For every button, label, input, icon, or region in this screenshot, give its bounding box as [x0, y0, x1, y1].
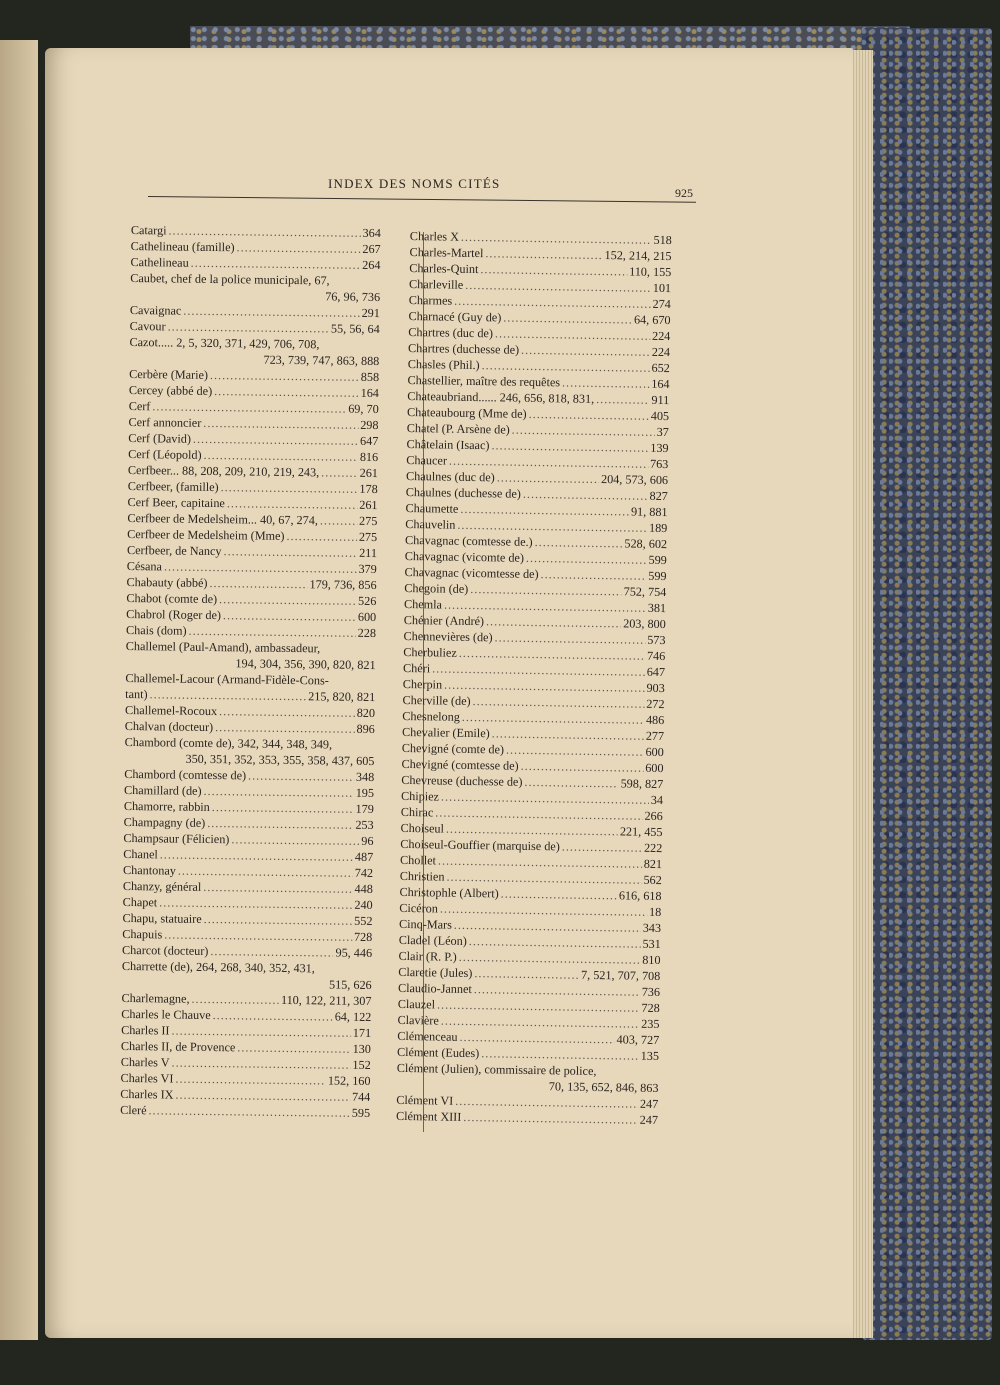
entry-name: Chanel — [123, 846, 158, 862]
entry-pages: 69, 70 — [348, 401, 379, 417]
entry-pages: 487 — [354, 849, 374, 865]
entry-pages: 736 — [641, 984, 661, 1000]
entry-name: Cathelineau (famille) — [130, 238, 235, 255]
leader-dots — [562, 374, 649, 391]
entry-name: Chabrol (Roger de) — [126, 606, 222, 623]
entry-name: Chambord (comtesse de) — [124, 766, 247, 783]
leader-dots — [521, 758, 644, 776]
entry-name: Cladel (Léon) — [398, 932, 467, 948]
leader-dots — [485, 245, 602, 263]
entry-pages: 275 — [358, 529, 378, 545]
leader-dots — [248, 767, 354, 784]
entry-pages: 275 — [358, 513, 378, 529]
index-entry — [130, 270, 380, 289]
entry-pages: 728 — [641, 1000, 660, 1016]
index-entry — [129, 334, 379, 353]
leader-dots — [149, 686, 306, 704]
entry-pages: 595 — [351, 1105, 371, 1120]
entry-name: Césana — [126, 558, 163, 574]
entry-name: Christophle (Albert) — [399, 884, 499, 901]
entry-name: Charles VI — [120, 1070, 174, 1086]
entry-name: Cleré — [120, 1102, 147, 1118]
leader-dots — [212, 799, 354, 817]
entry-name: Cerfbeer... 88, 208, 209, 210, 219, 243, — [127, 462, 320, 480]
entry-name: Claretie (Jules) — [398, 964, 473, 981]
leader-dots — [148, 1102, 349, 1120]
entry-name: Charles X — [409, 228, 460, 244]
entry-pages: 91, 881 — [630, 504, 668, 520]
entry-pages: 896 — [356, 721, 375, 737]
entry-pages: 139 — [650, 440, 669, 456]
entry-name: Cherbuliez — [403, 644, 457, 660]
entry-pages: 224 — [651, 344, 671, 360]
entry-pages: 405 — [650, 408, 670, 424]
entry-pages: 291 — [361, 305, 380, 321]
entry-name: Chabot (comte de) — [126, 590, 218, 607]
entry-name: Chauvelin — [405, 516, 456, 532]
entry-pages: 573 — [647, 632, 666, 648]
entry-name: Champsaur (Félicien) — [123, 830, 230, 847]
entry-pages: 298 — [360, 417, 379, 433]
entry-pages: 810 — [642, 952, 661, 968]
entry-pages: 171 — [352, 1025, 372, 1040]
entry-name: Champagny (de) — [123, 814, 206, 830]
running-head: INDEX DES NOMS CITÉS — [328, 176, 501, 191]
entry-pages: 763 — [649, 456, 669, 472]
entry-pages: 528, 602 — [624, 536, 668, 552]
entry-pages: 110, 122, 211, 307 — [280, 992, 372, 1008]
entry-name: Cerf (Léopold) — [128, 446, 202, 462]
entry-pages: 64, 122 — [334, 1009, 372, 1024]
index-entry-continuation: 515, 626 — [328, 977, 372, 992]
entry-pages: 518 — [653, 232, 672, 248]
entry-pages: 827 — [649, 488, 668, 504]
entry-name: Choiseul — [400, 820, 445, 836]
entry-pages: 652 — [651, 360, 670, 376]
entry-name: Charles-Martel — [409, 244, 484, 261]
entry-name: Challemel-Rocoux — [124, 702, 218, 719]
leader-dots — [203, 879, 352, 897]
entry-name: Chavagnac (vicomte de) — [404, 548, 525, 565]
entry-pages: 64, 670 — [633, 312, 671, 328]
entry-pages: 911 — [651, 392, 670, 408]
entry-pages: 526 — [358, 593, 377, 609]
entry-pages: 600 — [645, 760, 664, 776]
entry-name: Chaucer — [406, 452, 448, 468]
entry-pages: 235 — [641, 1016, 660, 1032]
entry-pages: 267 — [362, 241, 381, 257]
entry-name: Cerfbeer, (famille) — [127, 478, 219, 495]
entry-pages: 277 — [645, 728, 665, 744]
leader-dots — [535, 534, 623, 551]
entry-pages: 178 — [359, 481, 378, 497]
leader-dots — [203, 783, 353, 801]
leader-dots — [286, 528, 357, 545]
entry-pages: 211 — [359, 545, 378, 561]
leader-dots — [207, 815, 353, 833]
entry-pages: 247 — [639, 1096, 659, 1112]
entry-pages: 135 — [640, 1048, 660, 1064]
leader-dots — [223, 607, 356, 625]
leader-dots — [210, 943, 333, 961]
entry-name: Chirac — [400, 804, 434, 820]
entry-pages: 222 — [643, 840, 663, 856]
entry-pages: 448 — [354, 881, 373, 897]
entry-name: Chennevières (de) — [403, 628, 493, 645]
entry-name: Chateaubourg (Mme de) — [406, 404, 527, 421]
entry-name: Chartres (duc de) — [408, 324, 494, 341]
entry-name: Chipiez — [400, 788, 440, 804]
entry-name: Cinq-Mars — [398, 916, 452, 932]
entry-pages: 215, 820, 821 — [308, 689, 376, 705]
leader-dots — [523, 486, 648, 504]
leader-dots — [203, 447, 357, 465]
entry-name: Chapu, statuaire — [122, 910, 202, 926]
entry-pages: 744 — [351, 1089, 371, 1104]
leader-dots — [501, 886, 617, 904]
entry-name: Clément XIII — [395, 1108, 462, 1124]
entry-name: Christien — [399, 868, 445, 884]
entry-name: Cerf — [128, 398, 151, 414]
entry-name: Cherpin — [402, 676, 443, 692]
leader-dots — [203, 415, 358, 433]
entry-name: Chevigné (comtesse de) — [401, 756, 519, 773]
entry-pages: 816 — [359, 449, 379, 465]
index-entry — [126, 638, 376, 657]
leader-dots — [221, 479, 358, 497]
entry-name: Cazot..... 2, 5, 320, 371, 429, 706, 708, — [129, 334, 320, 352]
entry-name: Challemel-Lacour (Armand-Fidèle-Cons- — [125, 670, 329, 688]
entry-pages: 164 — [651, 376, 670, 392]
entry-name: Choiseul-Gouffier (marquise de) — [400, 836, 560, 854]
entry-pages: 647 — [646, 664, 666, 680]
entry-name: Claudio-Jannet — [397, 980, 472, 997]
entry-name: Chevigné (comte de) — [401, 740, 505, 757]
entry-name: tant) — [125, 686, 148, 702]
entry-pages: 599 — [648, 568, 667, 584]
leader-dots — [215, 719, 355, 737]
entry-pages: 152 — [352, 1057, 371, 1072]
entry-pages: 95, 446 — [335, 945, 373, 960]
leader-dots — [320, 512, 357, 528]
entry-pages: 858 — [360, 369, 380, 385]
leader-dots — [524, 774, 618, 791]
entry-name: Chénier (André) — [403, 612, 485, 629]
entry-name: Clémenceau — [397, 1028, 458, 1044]
leader-dots — [227, 495, 358, 513]
entry-name: Cavaignac — [129, 302, 182, 318]
entry-name: Clair (R. P.) — [398, 948, 457, 964]
leader-dots — [236, 239, 360, 257]
book-cover-right — [862, 28, 992, 1340]
entry-name: Châtelain (Isaac) — [406, 436, 490, 453]
entry-name: Charles-Quint — [409, 260, 479, 277]
entry-name: Charleville — [409, 276, 464, 292]
entry-name: Chartres (duchesse de) — [408, 340, 520, 357]
index-entry-continuation: 723, 739, 747, 863, 888 — [263, 352, 380, 369]
entry-pages: 130 — [352, 1041, 372, 1056]
entry-pages: 261 — [359, 465, 379, 481]
entry-pages: 37 — [656, 424, 669, 440]
entry-name: Cerfbeer, de Nancy — [126, 542, 222, 559]
entry-name: Chevalier (Emile) — [401, 724, 490, 741]
index-entry — [125, 734, 375, 753]
leader-dots — [474, 965, 579, 983]
entry-pages: 261 — [359, 497, 378, 513]
leader-dots — [209, 575, 307, 592]
entry-pages: 403, 727 — [616, 1032, 660, 1048]
entry-pages: 34 — [650, 792, 664, 808]
entry-pages: 195 — [355, 785, 375, 801]
entry-pages: 247 — [639, 1112, 659, 1128]
entry-name: Cherville (de) — [402, 692, 471, 709]
entry-name: Charles IX — [120, 1086, 174, 1102]
entry-name: Cerbère (Marie) — [129, 366, 209, 382]
entry-name: Cicéron — [399, 900, 439, 916]
entry-name: Challemel (Paul-Amand), ambassadeur, — [125, 638, 321, 656]
entry-pages: 562 — [643, 872, 662, 888]
entry-pages: 224 — [651, 328, 671, 344]
leader-dots — [175, 1071, 326, 1089]
index-column-left — [120, 222, 381, 1121]
entry-name: Clément (Eudes) — [396, 1044, 480, 1061]
entry-name: Clauzel — [397, 996, 436, 1012]
index-entry — [122, 958, 372, 977]
entry-name: Chatel (P. Arsène de) — [406, 420, 510, 437]
entry-pages: 55, 56, 64 — [330, 321, 380, 337]
index-entry-continuation: 350, 351, 352, 353, 355, 358, 437, 605 — [185, 751, 375, 769]
entry-name: Chantonay — [122, 862, 176, 878]
entry-name: Charles II, de Provence — [120, 1038, 236, 1055]
entry-name: Chevreuse (duchesse de) — [401, 772, 523, 789]
entry-pages: 203, 800 — [623, 616, 666, 632]
entry-name: Chemla — [403, 596, 443, 612]
entry-name: Caubet, chef de la police municipale, 67, — [130, 270, 330, 288]
entry-name: Chéri — [402, 660, 431, 676]
entry-name: Charmes — [408, 292, 453, 308]
leader-dots — [210, 367, 359, 385]
entry-name: Chambord (comte de), 342, 344, 348, 349, — [124, 734, 333, 752]
entry-name: Cerf Beer, capitaine — [127, 494, 225, 511]
entry-pages: 179, 736, 856 — [309, 577, 377, 593]
index-entry-continuation: 70, 135, 652, 846, 863 — [548, 1079, 659, 1096]
entry-name: Chapet — [122, 894, 158, 910]
entry-pages: 746 — [646, 648, 666, 664]
leader-dots — [219, 703, 355, 721]
entry-pages: 600 — [357, 609, 377, 625]
entry-name: Cavour — [129, 318, 166, 334]
entry-pages: 266 — [644, 808, 663, 824]
entry-pages: 752, 754 — [623, 584, 667, 600]
index-entry-continuation: 194, 304, 356, 390, 820, 821 — [235, 656, 376, 673]
entry-pages: 164 — [360, 385, 380, 401]
entry-name: Chastellier, maître des requêtes — [407, 372, 561, 390]
entry-pages: 552 — [354, 913, 373, 929]
leader-dots — [596, 391, 650, 408]
entry-pages: 820 — [356, 705, 376, 721]
entry-name: Chapuis — [122, 926, 163, 942]
entry-pages: 599 — [648, 552, 667, 568]
entry-pages: 821 — [643, 856, 663, 872]
entry-pages: 274 — [652, 296, 671, 312]
entry-name: Charcot (docteur) — [122, 942, 209, 958]
entry-name: Chanzy, général — [122, 878, 202, 894]
entry-name: Chalvan (docteur) — [124, 718, 214, 735]
entry-pages: 903 — [646, 680, 665, 696]
entry-pages: 647 — [359, 433, 379, 449]
entry-name: Cerf (David) — [128, 430, 192, 446]
entry-pages: 101 — [652, 280, 672, 296]
entry-pages: 728 — [353, 929, 373, 945]
page-number: 925 — [675, 186, 693, 200]
entry-name: Chesnelong — [402, 708, 460, 724]
entry-name: Chavagnac (comtesse de.) — [404, 532, 533, 549]
entry-pages: 7, 521, 707, 708 — [580, 967, 661, 984]
entry-pages: 221, 455 — [619, 824, 663, 840]
entry-name: Charnacé (Guy de) — [408, 308, 502, 325]
entry-pages: 228 — [357, 625, 377, 641]
leader-dots — [213, 1007, 333, 1024]
entry-pages: 598, 827 — [620, 776, 664, 792]
entry-name: Chamorre, rabbin — [123, 798, 210, 815]
leader-dots — [540, 566, 646, 584]
entry-pages: 264 — [362, 257, 381, 273]
entry-name: Clément (Julien), commissaire de police, — [396, 1060, 597, 1079]
entry-pages: 110, 155 — [629, 264, 672, 280]
entry-name: Chollet — [399, 852, 437, 868]
entry-pages: 204, 573, 606 — [600, 472, 669, 488]
entry-pages: 381 — [647, 600, 667, 616]
entry-pages: 742 — [354, 865, 374, 881]
entry-pages: 18 — [648, 904, 662, 920]
entry-name: Chavagnac (vicomtesse de) — [404, 564, 539, 582]
entry-name: Cathelineau — [130, 254, 189, 270]
entry-pages: 600 — [645, 744, 664, 760]
entry-pages: 348 — [355, 769, 375, 785]
entry-name: Chegoin (de) — [404, 580, 469, 596]
leader-dots — [191, 991, 279, 1008]
entry-name: Charles le Chauve — [121, 1006, 211, 1023]
entry-name: Cerf annoncier — [128, 414, 202, 430]
entry-pages: 364 — [362, 225, 381, 241]
entry-name: Chabauty (abbé) — [126, 574, 208, 590]
leader-dots — [529, 406, 649, 424]
entry-pages: 179 — [355, 801, 374, 817]
leader-dots — [223, 543, 357, 561]
entry-pages: 152, 160 — [327, 1073, 371, 1088]
entry-name: Chamillard (de) — [123, 782, 202, 798]
index-column-right — [396, 228, 672, 1128]
leader-dots — [204, 911, 353, 929]
entry-name: Charles V — [120, 1054, 170, 1070]
entry-name: Chaumette — [405, 500, 459, 516]
facing-page-edge — [0, 40, 38, 1340]
entry-pages: 486 — [645, 712, 665, 728]
index-entry — [120, 1102, 370, 1121]
leader-dots — [463, 1109, 638, 1128]
leader-dots — [231, 831, 359, 849]
entry-name: Chaulnes (duc de) — [405, 468, 495, 485]
entry-name: Chasles (Phil.) — [407, 356, 480, 373]
entry-pages: 272 — [646, 696, 665, 712]
leader-dots — [168, 318, 330, 336]
entry-pages: 96 — [361, 833, 374, 849]
entry-name: Cercey (abbé de) — [128, 382, 213, 399]
leader-dots — [521, 342, 650, 360]
entry-pages: 189 — [648, 520, 668, 536]
entry-name: Charrette (de), 264, 268, 340, 352, 431, — [121, 958, 315, 976]
leader-dots — [562, 838, 642, 855]
entry-pages: 343 — [642, 920, 662, 936]
entry-name: Cerfbeer de Medelsheim... 40, 67, 274, — [127, 510, 319, 528]
leader-dots — [526, 550, 647, 568]
entry-name: Chateaubriand...... 246, 656, 818, 831, — [407, 388, 595, 406]
leader-dots — [214, 383, 359, 401]
entry-name: Clavière — [397, 1012, 439, 1028]
entry-pages: 531 — [642, 936, 661, 952]
entry-pages: 616, 618 — [618, 888, 662, 904]
leader-dots — [237, 1039, 351, 1056]
entry-name: Chais (dom) — [125, 622, 187, 638]
entry-name: Charlemagne, — [121, 990, 190, 1006]
leader-dots — [497, 469, 600, 487]
index-entry-continuation: 76, 96, 736 — [325, 289, 381, 305]
entry-pages: 379 — [358, 561, 377, 577]
entry-name: Catargi — [130, 222, 167, 238]
leader-dots — [321, 464, 358, 480]
entry-pages: 152, 214, 215 — [604, 248, 672, 264]
entry-name: Cerfbeer de Medelsheim (Mme) — [127, 526, 285, 543]
entry-name: Charles II — [121, 1022, 170, 1038]
entry-name: Chaulnes (duchesse de) — [405, 484, 522, 501]
entry-pages: 240 — [354, 897, 373, 913]
leader-dots — [219, 591, 356, 609]
entry-pages: 253 — [355, 817, 374, 833]
entry-name: Clément VI — [396, 1092, 454, 1108]
